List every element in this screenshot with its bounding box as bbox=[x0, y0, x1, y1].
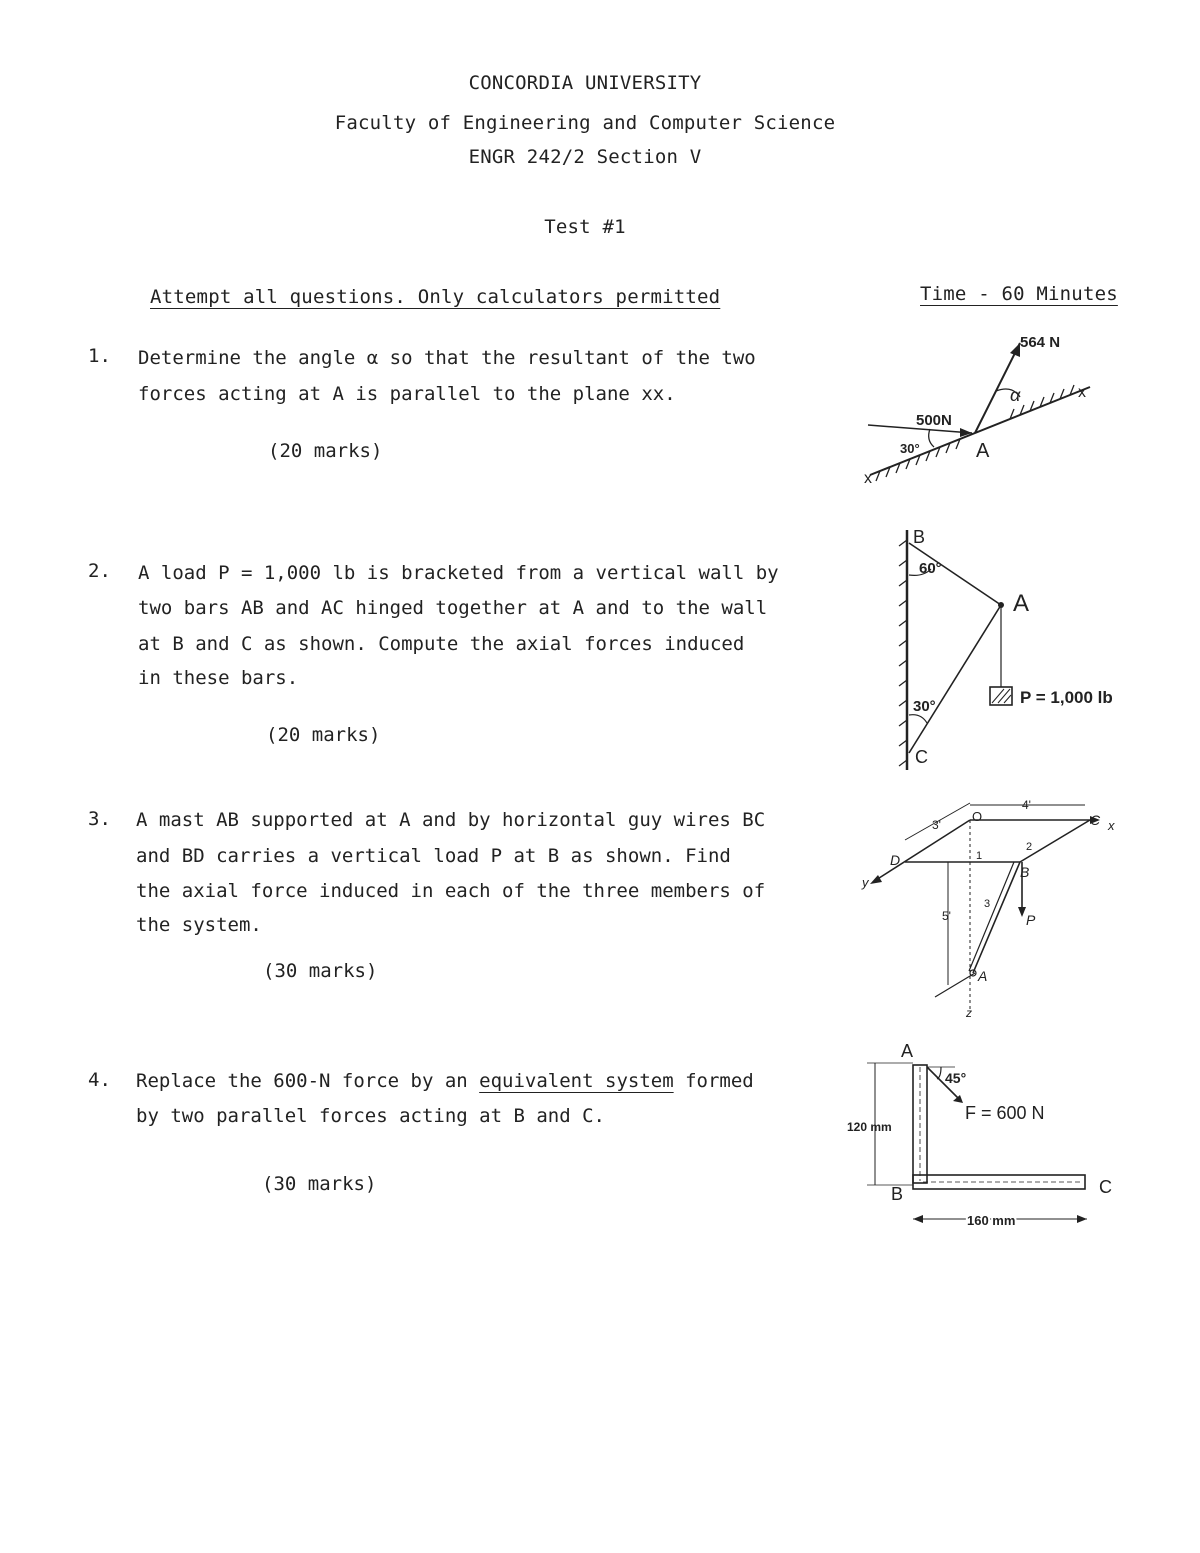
question-number: 1. bbox=[88, 345, 111, 367]
question-text: Replace the 600-N force by an bbox=[136, 1070, 480, 1092]
load-block bbox=[990, 687, 1012, 705]
figure-3-mast-diagram bbox=[860, 795, 1140, 1020]
point-label-c: C bbox=[1090, 812, 1101, 828]
axis-label-x: x bbox=[1108, 818, 1115, 833]
question-line: at B and C as shown. Compute the axial forces induced bbox=[138, 633, 745, 655]
point-label-c: C bbox=[1099, 1177, 1112, 1197]
load-label: P = 1,000 lb bbox=[1020, 688, 1113, 707]
question-marks: (20 marks) bbox=[266, 724, 381, 746]
point-label-b: B bbox=[891, 1184, 904, 1204]
arrow-head-icon bbox=[870, 875, 882, 884]
question-line: A load P = 1,000 lb is bracketed from a vertical wall by bbox=[138, 562, 779, 584]
dimension-label-3ft: 3' bbox=[932, 818, 941, 832]
load-hatching bbox=[992, 689, 1011, 703]
question-line: the system. bbox=[136, 914, 262, 936]
question-text: formed bbox=[673, 1070, 754, 1092]
dimension-label-160mm: 160 mm bbox=[967, 1213, 1016, 1228]
question-line: forces acting at A is parallel to the plane xx. bbox=[138, 383, 676, 405]
angle-arc-30 bbox=[929, 429, 934, 447]
question-marks: (30 marks) bbox=[263, 960, 378, 982]
figure-1-force-diagram bbox=[860, 325, 1100, 495]
question-line: and BD carries a vertical load P at B as shown. Find bbox=[136, 845, 731, 867]
arrow-head-icon bbox=[913, 1215, 923, 1223]
arrow-head-icon bbox=[1018, 907, 1026, 917]
figure-2-bracket-diagram bbox=[895, 525, 1145, 775]
angle-label-alpha: α bbox=[1010, 385, 1021, 405]
university-name: CONCORDIA UNIVERSITY bbox=[468, 72, 702, 94]
point-label-a: A bbox=[901, 1041, 914, 1061]
axis-label-y: y bbox=[862, 875, 869, 890]
force-label: F = 600 N bbox=[965, 1103, 1045, 1123]
force-label-500n: 500N bbox=[916, 412, 952, 429]
question-line bbox=[136, 1070, 754, 1092]
member-label-2: 2 bbox=[1026, 841, 1033, 853]
arrow-head-icon bbox=[1010, 343, 1020, 357]
question-line: the axial force induced in each of the three members of bbox=[136, 880, 766, 902]
member-label-1: 1 bbox=[976, 850, 983, 862]
underlined-text: equivalent system bbox=[479, 1070, 674, 1092]
question-number: 2. bbox=[88, 560, 111, 582]
point-label-b: B bbox=[913, 527, 926, 547]
arrow-head-icon bbox=[1077, 1215, 1087, 1223]
force-label-564n: 564 N bbox=[1020, 334, 1061, 351]
faculty-name: Faculty of Engineering and Computer Science bbox=[334, 112, 836, 134]
dimension-label-120mm: 120 mm bbox=[847, 1120, 892, 1134]
axis-label-x: x bbox=[1078, 384, 1086, 401]
question-number: 3. bbox=[88, 808, 111, 830]
question-line: in these bars. bbox=[138, 667, 299, 689]
angle-label-45: 45° bbox=[945, 1070, 967, 1086]
angle-arc-30 bbox=[909, 715, 927, 723]
point-label-a: A bbox=[976, 440, 990, 462]
mast-ab bbox=[973, 862, 1020, 973]
point-label-a: A bbox=[978, 968, 988, 984]
load-label-p: P bbox=[1026, 912, 1036, 928]
angle-label-60: 60° bbox=[919, 560, 942, 577]
ground-line bbox=[935, 973, 975, 997]
angle-label-30: 30° bbox=[900, 441, 920, 456]
question-line: A mast AB supported at A and by horizontal guy wires BC bbox=[136, 809, 766, 831]
question-marks: (20 marks) bbox=[268, 440, 383, 462]
question-line: by two parallel forces acting at B and C. bbox=[136, 1105, 605, 1127]
test-title: Test #1 bbox=[544, 216, 626, 238]
point-label-c: C bbox=[915, 747, 928, 767]
question-line: two bars AB and AC hinged together at A and to the wall bbox=[138, 597, 768, 619]
point-label-b: B bbox=[1020, 864, 1030, 880]
bar-ac bbox=[909, 605, 1001, 753]
figure-4-bracket-diagram bbox=[845, 1035, 1125, 1235]
axis-label-z: z bbox=[966, 1006, 972, 1020]
dimension-label-5ft: 5' bbox=[942, 909, 951, 923]
arrow-head-icon bbox=[953, 1095, 963, 1103]
angle-label-30: 30° bbox=[913, 698, 936, 715]
point-label-a: A bbox=[1013, 590, 1030, 617]
dimension-label-4ft: 4' bbox=[1022, 798, 1031, 812]
course-code: ENGR 242/2 Section V bbox=[468, 146, 702, 168]
question-marks: (30 marks) bbox=[262, 1173, 377, 1195]
instructions: Attempt all questions. Only calculators permitted bbox=[150, 286, 721, 308]
question-line: Determine the angle α so that the resultant of the two bbox=[138, 347, 756, 369]
question-number: 4. bbox=[88, 1069, 111, 1091]
axis-label-x: x bbox=[864, 470, 872, 487]
point-label-d: D bbox=[890, 852, 901, 868]
time-limit: Time - 60 Minutes bbox=[920, 283, 1118, 305]
axis-y bbox=[876, 820, 970, 880]
member-label-3: 3 bbox=[984, 898, 991, 910]
mast-ab-edge bbox=[969, 862, 1014, 971]
point-label-o: O bbox=[972, 809, 983, 824]
